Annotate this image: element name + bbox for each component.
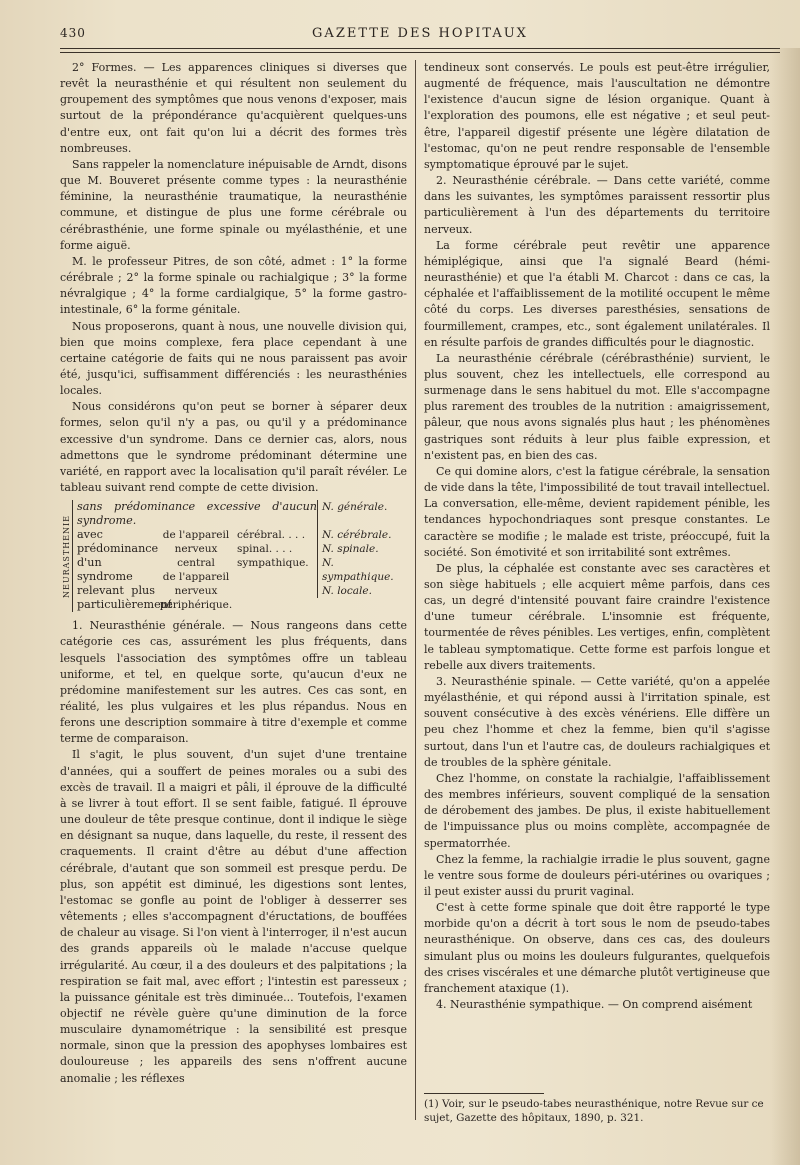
table-cell: de l'appareil nerveux périphérique. (159, 571, 233, 612)
paragraph: Nous considérons qu'on peut se borner à séparer deux formes, selon qu'il n'y a pas, ou qu'il y a prédominance excessive d'un syndrome. Dans ce dernier cas, alors, nous admettons que le syndrome prédominant détermine une variété, en rapport avec la localisation qu'il paraît révéler. Le tableau suivant rend compte de cette division. (60, 400, 407, 495)
table-sub-group (237, 528, 317, 612)
left-column (60, 60, 407, 1087)
table-row (72, 500, 408, 528)
classification-table (60, 500, 407, 612)
paragraph: Chez la femme, la rachialgie irradie le plus souvent, gagne le ventre sous forme de douleurs péri-utérines ou ovariques ; il peut exister aussi du prurit vaginal. (424, 852, 770, 898)
paragraph: Chez l'homme, on constate la rachialgie, l'affaiblissement des membres inférieurs, souvent compliqué de la sensation de dérobement des jambes. De plus, il existe habituellement de l'impuissance plus ou moins complète, accompagnée de spermatorrhée. (424, 771, 770, 850)
paragraph: C'est à cette forme spinale que doit être rapporté le type morbide qu'on a décrit à tort sous le nom de pseudo-tabes neurasthénique. On observe, dans ces cas, des douleurs simulant plus ou moins les douleurs fulgurantes, quelquefois des crises viscérales et une démarche plutôt vertigineuse que franchement ataxique (1). (424, 901, 770, 995)
page-header (60, 24, 780, 46)
paragraph: 2° Formes. — Les apparences cliniques si diverses que revêt la neurasthénie et qui résultent non seulement du groupement des symptômes que nous venons d'exposer, mais surtout de la prépondérance qu'acquièrent quelques-uns d'entre eux, ont fait qu'on lui a décrit des formes très nombreuses. (60, 61, 407, 155)
paragraph: Nous proposerons, quant à nous, une nouvelle division qui, bien que moins complexe, fera place cependant à une certaine catégorie de faits qui ne nous paraissent pas avoir été, jusqu'ici, suffisamment différenciés : les neurasthénies locales. (60, 319, 407, 398)
paragraph: 2. Neurasthénie cérébrale. — Dans cette variété, comme dans les suivantes, les symptômes paraissent ressortir plus particulièrement à l'un des départements du territoire nerveux. (424, 174, 770, 236)
column-rule (415, 60, 416, 1120)
right-column (424, 60, 770, 1013)
table-row (72, 528, 408, 612)
paragraph: De plus, la céphalée est constante avec ses caractères et son siège habituels ; elle acquiert même parfois, dans ces cas, un degré d'intensité pouvant faire craindre l'existence d'une tumeur cérébrale. L'insomnie est fréquente, tourmentée de rêves pénibles. Les vertiges, enfin, complètent le tableau symptomatique. Cette forme est parfois longue et rebelle aux divers traitements. (424, 561, 770, 672)
paragraph: 3. Neurasthénie spinale. — Cette variété, qu'on a appelée myélasthénie, et qui répond aussi à l'irritation spinale, est souvent consécutive à des excès vénériens. Elle diffère un peu chez l'homme et chez la femme, bien qu'il s'agisse surtout, dans l'un et l'autre cas, de douleurs rachialgiques et de troubles de la sphère génitale. (424, 674, 770, 769)
paragraph: 1. Neurasthénie générale. — Nous rangeons dans cette catégorie ces cas, assurément les plus fréquents, dans lesquels l'association des symptômes offre un tableau uniforme, et tel, en quelque sorte, qu'aucun d'eux ne prédomine manifestement sur les autres. Ces cas sont, en réalité, les plus vulgaires et les plus répandus. Nous en ferons une description sommaire à titre d'exemple et comme terme de comparaison. (60, 619, 407, 746)
table-cell: N. cérébrale. (317, 528, 408, 542)
paragraph: La forme cérébrale peut revêtir une apparence hémiplégique, ainsi que l'a signalé Beard (hémi-neurasthénie) et que l'a établi M. Charcot : dans ce cas, la céphalée et l'affaiblissement de la motilité occupent le même côté du corps. Les diverses paresthésies, sensations de fourmillement, crampes, etc., sont également unilatérales. Il en résulte parfois de grandes difficultés pour le diagnostic. (424, 238, 770, 349)
running-title: GAZETTE DES HOPITAUX (312, 26, 528, 41)
paragraph: tendineux sont conservés. Le pouls est peut-être irrégulier, augmenté de fréquence, mais l'auscultation ne démontre l'existence d'aucun signe de lésion organique. Quant à l'exploration des poumons, elle est négative ; et seul peut-être, l'appareil digestif présente une légère dilatation de l'estomac, qu'on ne peut rendre responsable de l'ensemble symptomatique éprouvé par le sujet. (424, 61, 770, 171)
table-cell: N. sympathique. (317, 556, 408, 584)
table-cell: spinal. . . . (237, 543, 293, 556)
header-rule (60, 48, 780, 49)
table-cell: sans prédominance excessive d'aucun syndrome. (72, 500, 317, 528)
footnote-rule (424, 1093, 544, 1094)
table-cell: avec prédominance d'un syndrome relevant plus particulièrement (72, 528, 155, 612)
table-body (72, 500, 408, 612)
paragraph: 4. Neurasthénie sympathique. — On comprend aisément (436, 998, 753, 1012)
paragraph: La neurasthénie cérébrale (cérébrasthénie) survient, le plus souvent, chez les intellectuels, elle correspond au surmenage dans le sens habituel du mot. Elle s'accompagne plus rarement des troubles de la nutrition : amaigrissement, pâleur, que nous avons signalés plus haut ; les phénomènes gastriques sont réduits à leur plus faible expression, et n'existent pas, en bien des cas. (424, 351, 770, 462)
paragraph: Ce qui domine alors, c'est la fatigue cérébrale, la sensation de vide dans la tête, l'impossibilité de tout travail intellectuel. La conversation, elle-même, devient rapidement pénible, les tendances hypochondriaques sont presque constantes. Le caractère se modifie ; le malade est triste, préoccupé, fuit la société. Son émotivité et son irritabilité sont extrêmes. (424, 464, 770, 559)
table-out-group (317, 528, 408, 612)
paragraph: Sans rappeler la nomenclature inépuisable de Arndt, disons que M. Bouveret présente comme types : la neurasthénie féminine, la neurasthénie traumatique, la neurasthénie commune, et distingue de plus une forme cérébrale ou cérébrasthénie, une forme spinale ou myélasthénie, et une forme aiguë. (60, 157, 407, 252)
paragraph: Il s'agit, le plus souvent, d'un sujet d'une trentaine d'années, qui a souffert de peines morales ou a subi des excès de travail. Il a maigri et pâli, il éprouve de la difficulté à se livrer à tout effort. Il se sent faible, fatigué. Il éprouve une douleur de tête presque continue, dont il indique le siège en désignant sa nuque, dans laquelle, du reste, il ressent des craquements. Il craint d'être au début d'une affection cérébrale, d'autant que son sommeil est presque perdu. De plus, son appétit est diminué, les digestions sont lentes, l'estomac se gonfle au point de l'obliger à desserrer ses vêtements ; elles s'accompagnent d'éructations, de bouffées de chaleur au visage. Si l'on vient à l'interroger, il n'est aucun des grands appareils où le malade n'accuse quelque irrégularité. Au cœur, il a des douleurs et des palpitations ; la respiration se fait mal, avec effort ; l'intestin est paresseux ; la puissance génitale est très diminuée... Toutefois, l'examen objectif ne révèle guère qu'une diminution de la force musculaire dynamométrique : la sensibilité est presque normale, sinon que la pression des apophyses lombaires est douloureuse ; les appareils des sens n'offrent aucune anomalie ; les réflexes (60, 748, 407, 1085)
paragraph: M. le professeur Pitres, de son côté, admet : 1° la forme cérébrale ; 2° la forme spinale ou rachialgique ; 3° la forme névralgique ; 4° la forme cardialgique, 5° la forme gastro-intestinale, 6° la forme génitale. (60, 254, 407, 317)
page-fold-shadow (770, 48, 800, 1165)
page-number: 430 (60, 26, 86, 40)
table-cell: N. spinale. (317, 542, 408, 556)
table-cell: de l'appareil nerveux central (162, 529, 230, 570)
header-rule-double (60, 52, 780, 53)
table-mid-group (155, 528, 237, 612)
table-cell: sympathique. (237, 557, 309, 570)
table-side-label: NEURASTHÉNIE (62, 514, 71, 598)
table-cell: cérébral. . . . (237, 529, 306, 542)
table-cell: N. locale. (317, 584, 408, 598)
table-cell: N. générale. (317, 500, 408, 528)
footnote: (1) Voir, sur le pseudo-tabes neurasthénique, notre Revue sur ce sujet, Gazette des hôpitaux, 1890, p. 321. (424, 1098, 764, 1124)
